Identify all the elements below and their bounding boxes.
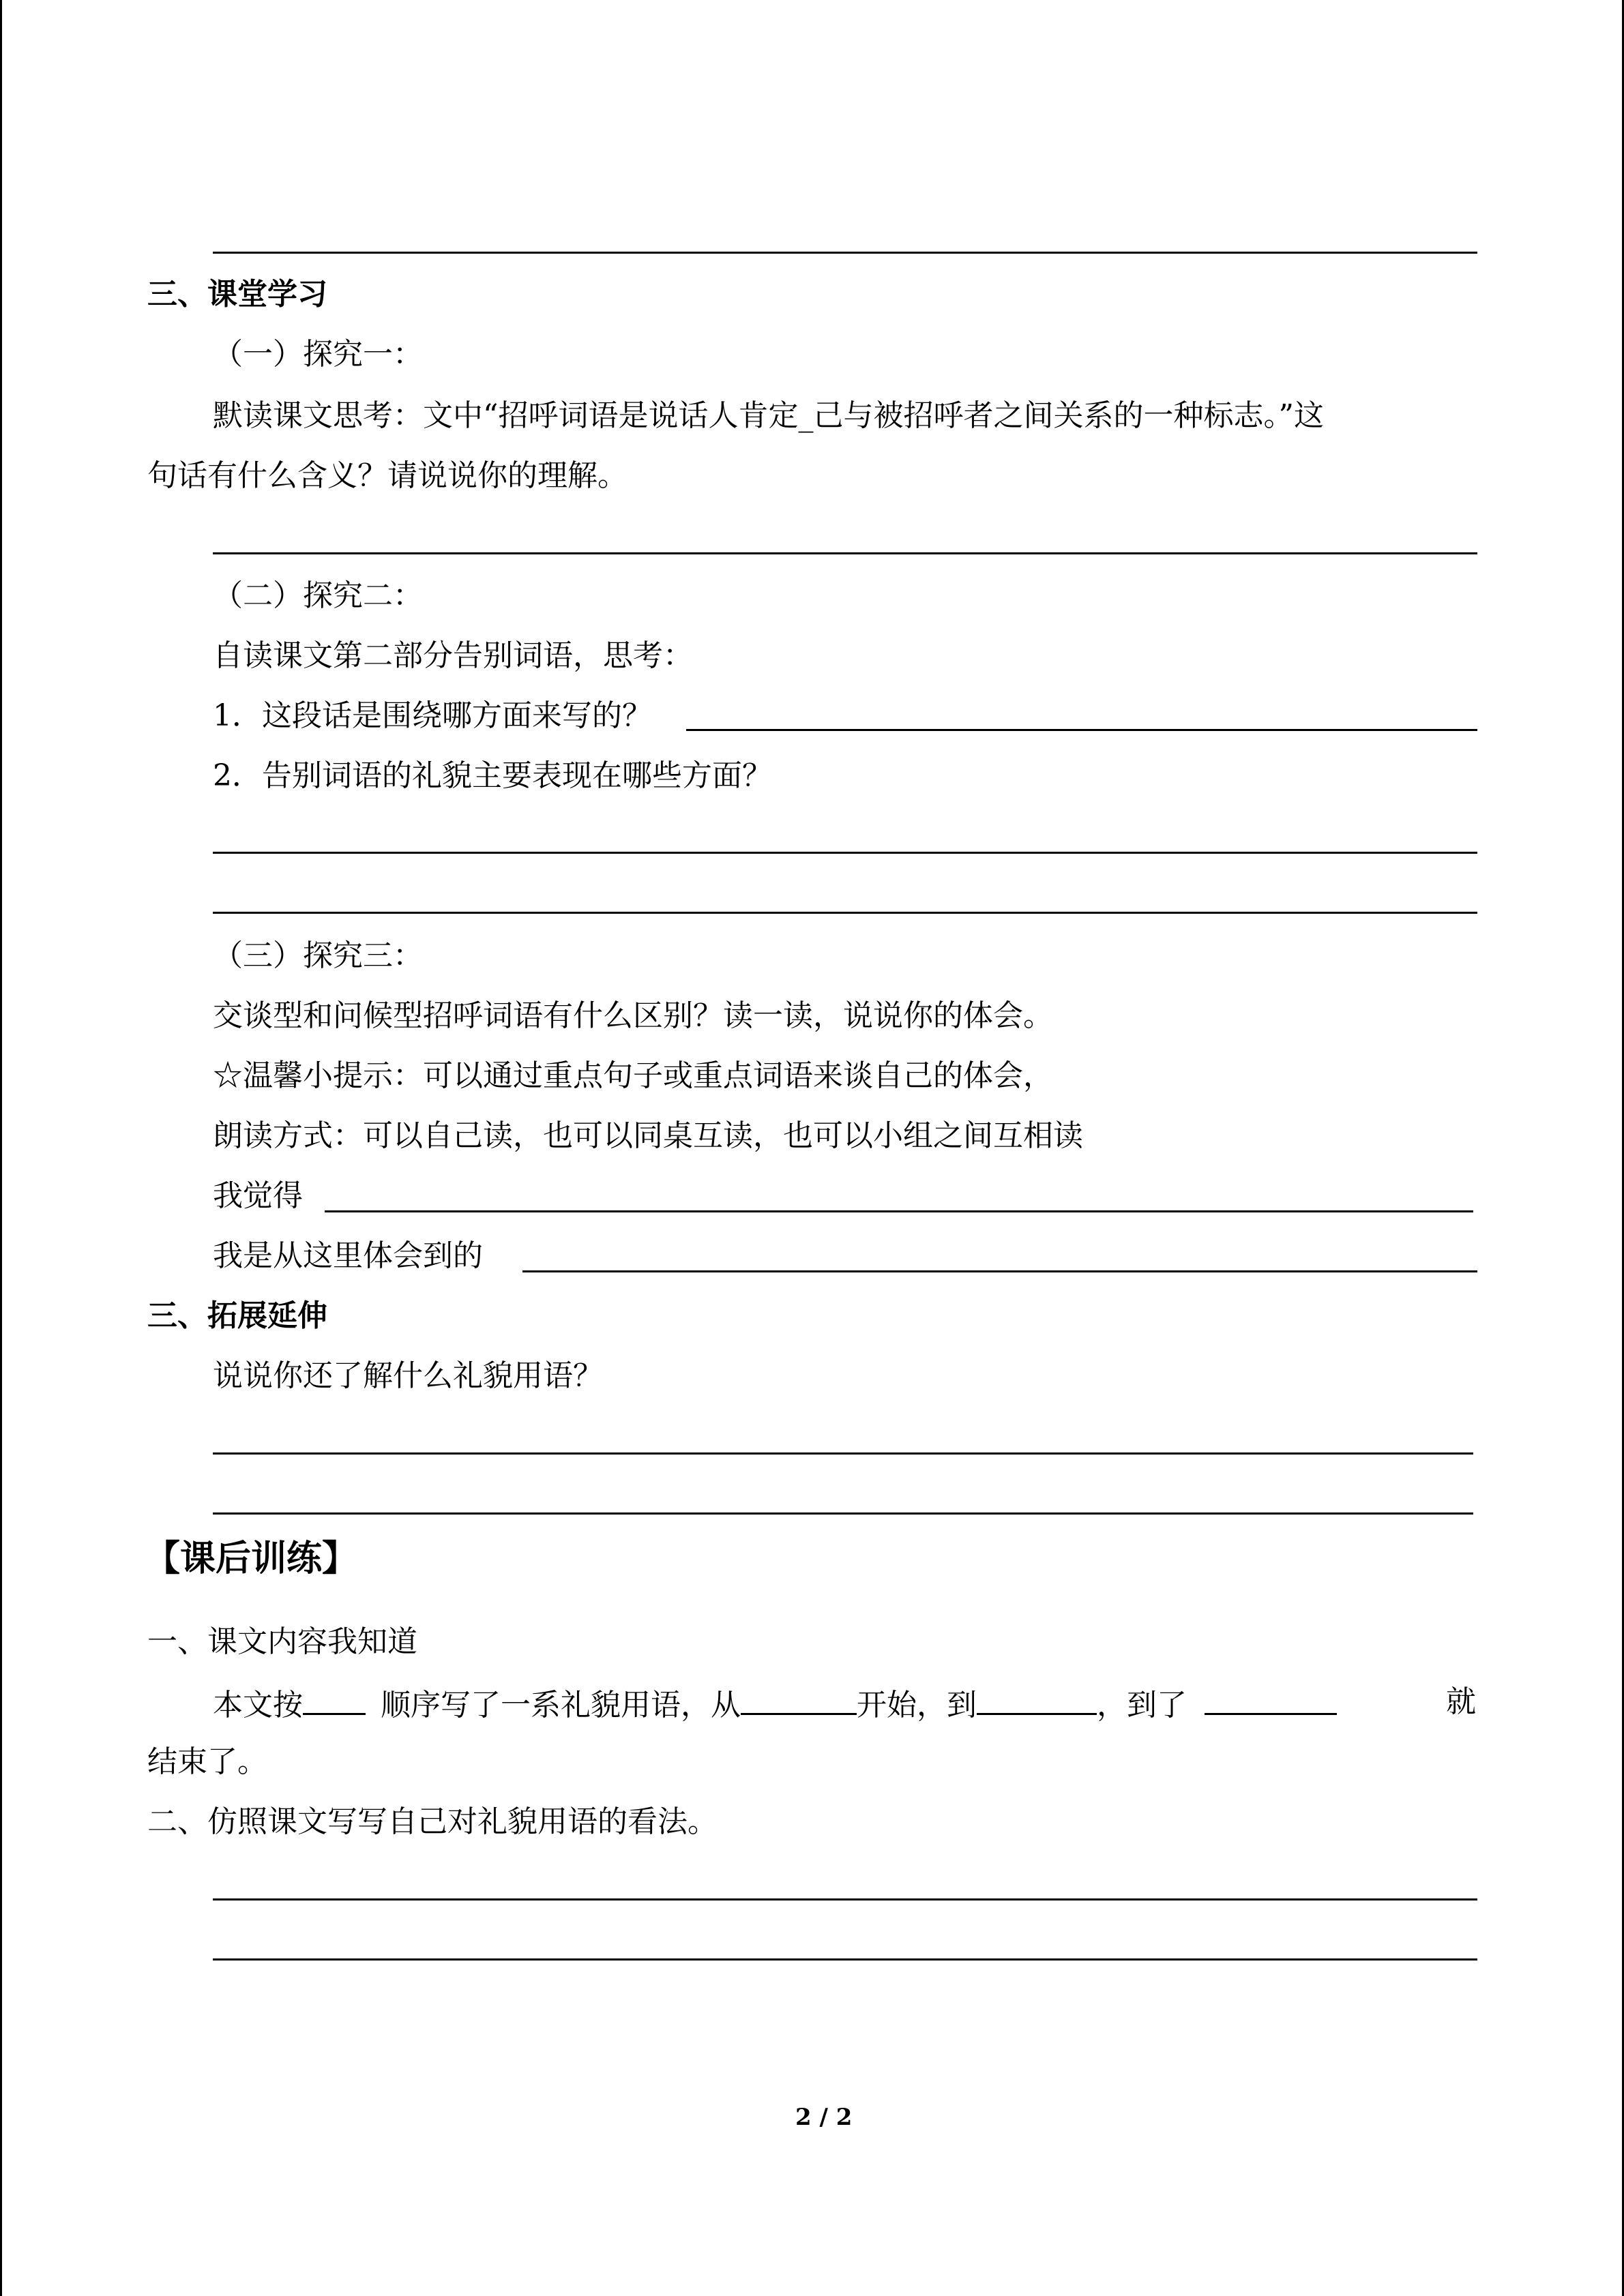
inquiry1-question-line1: 默读课文思考：文中“招呼词语是说话人肯定_己与被招呼者之间关系的一种标志。”这: [213, 398, 1324, 433]
answer-line: [213, 1958, 1477, 1960]
answer-line: [213, 1452, 1473, 1455]
inquiry2-title: （二）探究二：: [213, 578, 423, 613]
inquiry2-question2: 2．告别词语的礼貌主要表现在哪些方面？: [213, 758, 772, 793]
fill-text-5: 就: [1446, 1684, 1476, 1719]
page-left-border: [0, 0, 2, 2296]
section-heading-classroom: 三、课堂学习: [147, 277, 327, 312]
inquiry1-question-line2: 句话有什么含义？请说说你的理解。: [147, 458, 628, 493]
inquiry3-question: 交谈型和问候型招呼词语有什么区别？读一读，说说你的体会。: [213, 998, 1053, 1033]
fill-blank-3[interactable]: [977, 1687, 1097, 1715]
fill-text-1: 本文按: [213, 1688, 303, 1723]
inquiry3-tip: ☆温馨小提示：可以通过重点句子或重点词语来谈自己的体会，: [213, 1058, 1053, 1093]
inquiry3-i-think-label: 我觉得: [213, 1178, 303, 1213]
inquiry3-title: （三）探究三：: [213, 938, 423, 973]
fill-blank-4[interactable]: [1205, 1687, 1337, 1715]
fill-blank-2[interactable]: [741, 1687, 857, 1715]
inquiry2-intro: 自读课文第二部分告别词语，思考：: [213, 638, 693, 673]
fill-blank-1[interactable]: [303, 1687, 366, 1715]
section-heading-extension: 三、拓展延伸: [147, 1298, 327, 1333]
page-number: 2 / 2: [795, 2104, 853, 2131]
answer-line: [213, 1898, 1477, 1900]
inquiry2-question1: 1．这段话是围绕哪方面来写的？: [213, 698, 652, 733]
answer-line: [213, 852, 1477, 854]
fill-text-6: 结束了。: [147, 1744, 267, 1779]
answer-line: [213, 252, 1477, 254]
answer-blank-question1: [686, 729, 1477, 731]
after-class-part1-title: 一、课文内容我知道: [147, 1624, 417, 1659]
inquiry3-from-here-label: 我是从这里体会到的: [213, 1238, 483, 1273]
answer-line: [213, 552, 1477, 554]
answer-line: [213, 912, 1477, 914]
after-class-heading: 【课后训练】: [145, 1538, 358, 1579]
answer-blank-i-think: [325, 1210, 1473, 1212]
inquiry1-title: （一）探究一：: [213, 337, 423, 372]
fill-text-4: ，到了: [1097, 1688, 1187, 1723]
fill-in-sentence: [213, 1687, 1337, 1723]
inquiry3-reading-method: 朗读方式：可以自己读，也可以同桌互读，也可以小组之间互相读: [213, 1118, 1083, 1153]
fill-text-2: 顺序写了一系礼貌用语，从: [381, 1688, 741, 1723]
answer-line: [213, 1512, 1473, 1515]
answer-blank-from-here: [522, 1270, 1477, 1272]
extension-question: 说说你还了解什么礼貌用语？: [213, 1358, 603, 1393]
after-class-part2-title: 二、仿照课文写写自己对礼貌用语的看法。: [147, 1804, 718, 1839]
fill-text-3: 开始，到: [857, 1688, 977, 1723]
